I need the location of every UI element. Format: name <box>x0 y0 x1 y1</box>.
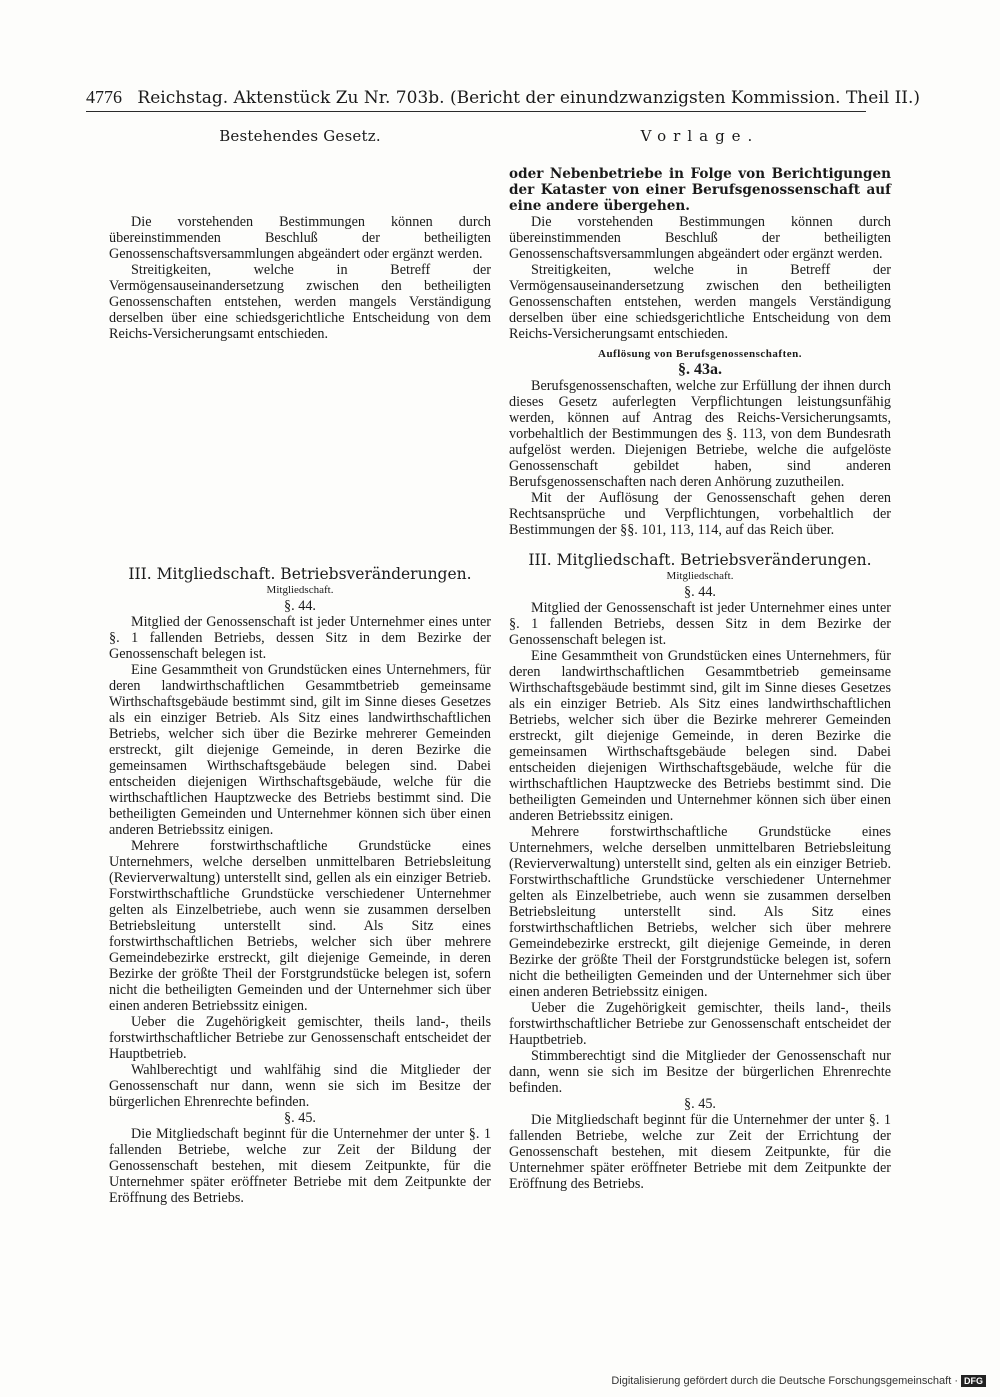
left-paragraph: Eine Gesammtheit von Grundstücken eines Unternehmers, für deren landwirthschaftlichen Gesammtbetrieb gemeinsame Wirthschaftsgebäude bestimmt sind, gilt im Sinne dieses Gesetzes als ein einziger Betrieb. Als Sitz eines landwirthschaftlichen Betriebs, welcher sich über die Bezirke mehrerer Gemeinden erstreckt, gilt diejenige Gemeinde, in deren Bezirke die gemeinsamen Wirthschaftsgebäude belegen sind. Dabei entscheiden diejenigen Wirthschaftsgebäude, welche für die wirthschaftlichen Hauptzwecke des Betriebs bestimmt sind. Die betheiligten Gemeinden und Unternehmer können sich über einen anderen Betriebssitz einigen. <box>109 662 491 838</box>
header-text: Reichstag. Aktenstück Zu Nr. 703b. (Bericht der einundzwanzigsten Kommission. Theil II.) <box>137 88 921 108</box>
right-intro: oder Nebenbetriebe in Folge von Berichtigungen der Kataster von einer Berufsgenossenschaft auf eine andere übergehen. <box>509 166 891 214</box>
right-paragraph-number: §. 44. <box>684 584 716 600</box>
left-column-title: Bestehendes Gesetz. <box>219 127 381 145</box>
right-subheading: Mitgliedschaft. <box>666 570 734 582</box>
right-column-title: Vorlage. <box>640 127 760 145</box>
left-section-heading: III. Mitgliedschaft. Betriebsveränderungen. <box>128 565 472 583</box>
right-paragraph: Eine Gesammtheit von Grundstücken eines Unternehmers, für deren landwirthschaftlichen Gesammtbetrieb gemeinsame Wirthschaftsgebäude bestimmt sind, gilt im Sinne dieses Gesetzes als ein einziger Betrieb. Als Sitz eines landwirthschaftlichen Betriebs, welcher sich über die Bezirke mehrerer Gemeinden erstreckt, gilt diejenige Gemeinde, in deren Bezirke die gemeinsamen Wirthschaftsgebäude belegen sind. Dabei entscheiden diejenigen Wirthschaftsgebäude, welche für die wirthschaftlichen Hauptzwecke des Betriebs bestimmt sind. Die betheiligten Gemeinden und Unternehmer können sich über einen anderen Betriebssitz einigen. <box>509 648 891 824</box>
right-paragraph-number: §. 45. <box>684 1096 716 1112</box>
left-column <box>109 128 491 1206</box>
left-paragraph: Ueber die Zugehörigkeit gemischter, theils land-, theils forstwirthschaftlicher Betriebe zur Genossenschaft entscheidet der Hauptbetrieb. <box>109 1014 491 1062</box>
left-paragraph: Streitigkeiten, welche in Betreff der Vermögensauseinandersetzung zwischen den betheiligten Genossenschaften entstehen, werden mangels Verständigung derselben über eine schiedsgerichtliche Entscheidung von dem Reichs-Versicherungsamt entschieden. <box>109 262 491 342</box>
left-paragraph: Wahlberechtigt und wahlfähig sind die Mitglieder der Genossenschaft nur dann, wenn sie sich im Besitze der bürgerlichen Ehrenrechte befinden. <box>109 1062 491 1110</box>
right-paragraph: Stimmberechtigt sind die Mitglieder der Genossenschaft nur dann, wenn sie sich im Besitze der bürgerlichen Ehrenrechte befinden. <box>509 1048 891 1096</box>
right-column <box>509 128 891 1192</box>
right-paragraph: Ueber die Zugehörigkeit gemischter, theils land-, theils forstwirthschaftlicher Betriebe zur Genossenschaft entscheidet der Hauptbetrieb. <box>509 1000 891 1048</box>
right-paragraph: Berufsgenossenschaften, welche zur Erfüllung der ihnen durch dieses Gesetz auferlegten Verpflichtungen leistungsunfähig werden, können auf Antrag des Reichs-Versicherungsamts, vorbehaltlich der Bestimmungen des §. 113, von dem Bundesrath aufgelöst werden. Diejenigen Betriebe, welche die aufgelöste Genossenschaft gebildet haben, sind anderen Berufsgenossenschaften nach deren Anhörung zuzutheilen. <box>509 378 891 490</box>
footer-credit <box>611 1375 986 1387</box>
left-paragraph: Mehrere forstwirthschaftliche Grundstücke eines Unternehmers, welche derselben unmittelbaren Betriebsleitung (Revierverwaltung) unterstellt sind, gellen als ein einziger Betrieb. Forstwirthschaftliche Grundstücke verschiedener Unternehmer gelten als Einzelbetriebe, auch wenn sie zusammen derselben Betriebsleitung unterstellt sind. Als Sitz eines forstwirthschaftlichen Betriebs, welcher sich über mehrere Gemeindebezirke erstreckt, gilt diejenige Gemeinde, in deren Bezirke der größte Theil der Forstgrundstücke belegen ist, sofern nicht die betheiligten Gemeinden und der Unternehmer sich über einen anderen Betriebssitz einigen. <box>109 838 491 1014</box>
right-paragraph: Mehrere forstwirthschaftliche Grundstücke eines Unternehmers, welche derselben unmittelbaren Betriebsleitung (Revierverwaltung) unterstellt sind, gelten als ein einziger Betrieb. Forstwirthschaftliche Grundstücke verschiedener Unternehmer gelten als Einzelbetriebe, auch wenn sie zusammen derselben Betriebsleitung unterstellt sind. Als Sitz eines forstwirthschaftlichen Betriebs, welcher sich über mehrere Gemeindebezirke erstreckt, gilt diejenige Gemeinde, in deren Bezirke der größte Theil der Forstgrundstücke belegen ist, sofern nicht die betheiligten Gemeinden und der Unternehmer sich über einen anderen Betriebssitz einigen. <box>509 824 891 1000</box>
left-paragraph: Mitglied der Genossenschaft ist jeder Unternehmer eines unter §. 1 fallenden Betriebs, dessen Sitz in dem Bezirke der Genossenschaft belegen ist. <box>109 614 491 662</box>
page-header <box>86 86 921 109</box>
right-paragraph: Die vorstehenden Bestimmungen können durch übereinstimmenden Beschluß der betheiligten Genossenschaftsversammlungen abgeändert oder ergänzt werden. <box>509 214 891 262</box>
left-paragraph: Die Mitgliedschaft beginnt für die Unternehmer der unter §. 1 fallenden Betriebe, welche zur Zeit der Bildung der Genossenschaft bestehen, mit diesem Zeitpunkte, für die Unternehmer später eröffneter Betriebe mit dem Zeitpunkte der Eröffnung des Betriebs. <box>109 1126 491 1206</box>
right-paragraph: Die Mitgliedschaft beginnt für die Unternehmer der unter §. 1 fallenden Betriebe, welche zur Zeit der Errichtung der Genossenschaft bestehen, mit diesem Zeitpunkte, für die Unternehmer später eröffneter Betriebe mit dem Zeitpunkte der Eröffnung des Betriebs. <box>509 1112 891 1192</box>
left-paragraph-number: §. 45. <box>284 1110 316 1126</box>
right-subheading: Auflösung von Berufsgenossenschaften. <box>598 348 802 360</box>
footer-text: Digitalisierung gefördert durch die Deutsche Forschungsgemeinschaft · <box>611 1375 958 1387</box>
header-rule <box>86 111 866 112</box>
left-subheading: Mitgliedschaft. <box>266 584 334 596</box>
right-paragraph-number: §. 43a. <box>678 361 722 378</box>
right-paragraph: Streitigkeiten, welche in Betreff der Vermögensauseinandersetzung zwischen den betheiligten Genossenschaften entstehen, werden mangels Verständigung derselben über eine schiedsgerichtliche Entscheidung von dem Reichs-Versicherungsamt entschieden. <box>509 262 891 342</box>
dfg-logo: DFG <box>961 1375 986 1387</box>
right-paragraph: Mit der Auflösung der Genossenschaft gehen deren Rechtsansprüche und Verpflichtungen, vorbehaltlich der Bestimmungen der §§. 101, 113, 114, auf das Reich über. <box>509 490 891 538</box>
right-paragraph: Mitglied der Genossenschaft ist jeder Unternehmer eines unter §. 1 fallenden Betriebs, dessen Sitz in dem Bezirke der Genossenschaft belegen ist. <box>509 600 891 648</box>
page-number: 4776 <box>86 87 122 107</box>
right-section-heading: III. Mitgliedschaft. Betriebsveränderungen. <box>528 551 872 569</box>
left-paragraph-number: §. 44. <box>284 598 316 614</box>
left-paragraph: Die vorstehenden Bestimmungen können durch übereinstimmenden Beschluß der betheiligten Genossenschaftsversammlungen abgeändert oder ergänzt werden. <box>109 214 491 262</box>
